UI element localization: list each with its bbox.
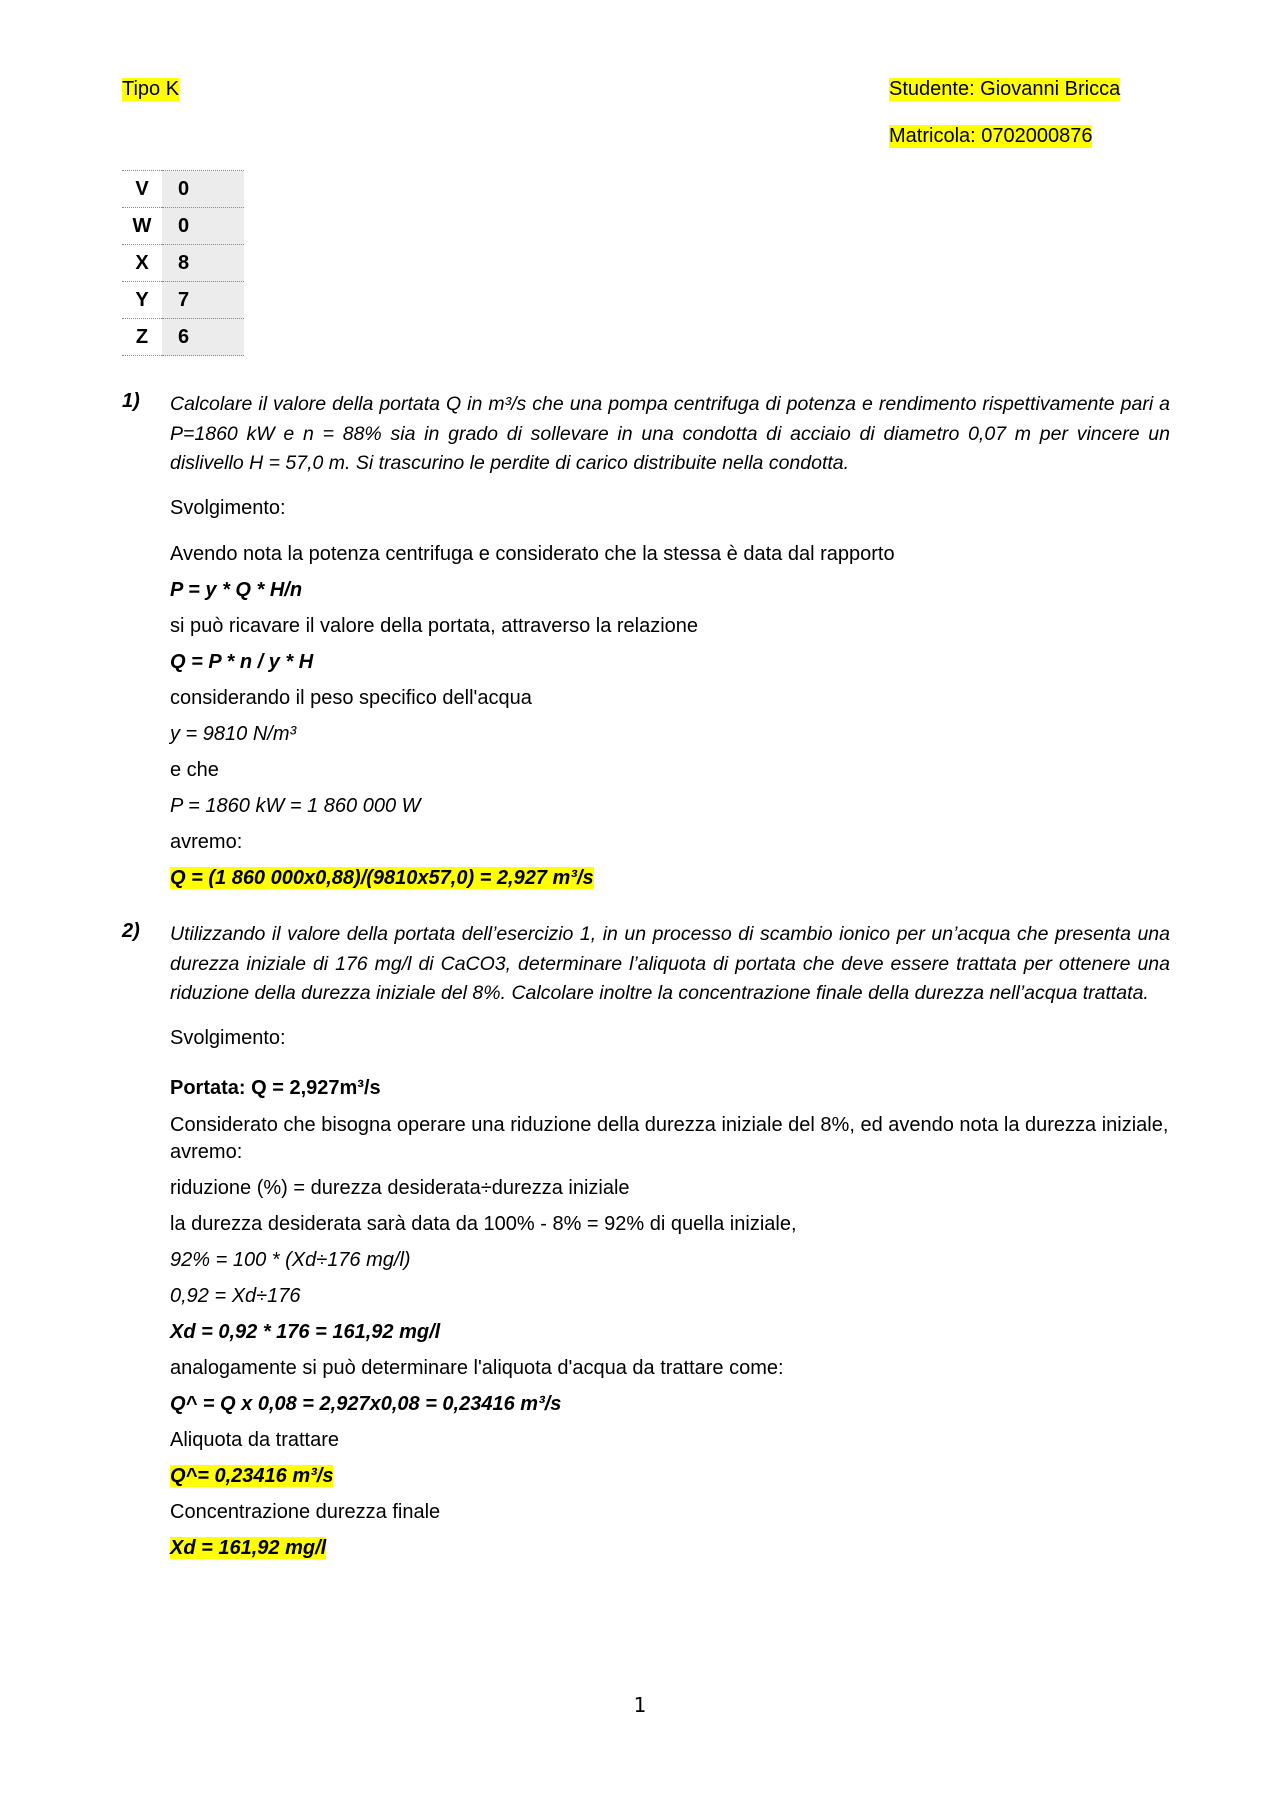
- ex2-line-5: Aliquota da trattare: [170, 1429, 339, 1451]
- student-name: Studente: Giovanni Bricca: [889, 78, 1121, 100]
- ex1-line-1: Avendo nota la potenza centrifuga e considerato che la stessa è data dal rapporto: [170, 543, 895, 565]
- ex1-formula-3: y = 9810 N/m³: [170, 723, 297, 745]
- variable-key: W: [122, 208, 162, 245]
- ex1-formula-1: P = y * Q * H/n: [170, 579, 303, 601]
- ex2-result-1-text: Q^= 0,23416 m³/s: [170, 1465, 334, 1487]
- variable-value: 8: [162, 245, 244, 282]
- ex2-formula-2: 0,92 = Xd÷176: [170, 1285, 301, 1307]
- tipo-label: Tipo K: [122, 78, 180, 100]
- ex2-result-2-text: Xd = 161,92 mg/l: [170, 1537, 327, 1559]
- ex2-result-1: [170, 1465, 333, 1488]
- table-row: [122, 171, 244, 208]
- ex2-formula-4: Q^ = Q x 0,08 = 2,927x0,08 = 0,23416 m³/s: [170, 1393, 562, 1415]
- variable-value: 0: [162, 171, 244, 208]
- ex1-line-2: si può ricavare il valore della portata, attraverso la relazione: [170, 615, 699, 637]
- ex1-line-3: considerando il peso specifico dell'acqua: [170, 687, 532, 709]
- ex2-svolgimento: Svolgimento:: [170, 1027, 286, 1049]
- ex1-result: [170, 867, 594, 890]
- exercise-1-text: Calcolare il valore della portata Q in m³/s che una pompa centrifuga di potenza e rendimento rispettivamente pari a P=1860 kW e n = 88% sia in grado di sollevare in una condotta di acciaio di diametro 0,07 m per vincere un dislivello H = 57,0 m. Si trascurino le perdite di carico distribuite nella condotta.: [170, 393, 1170, 474]
- ex1-line-4: e che: [170, 759, 219, 781]
- ex1-result-text: Q = (1 860 000x0,88)/(9810x57,0) = 2,927 m³/s: [170, 867, 594, 889]
- page-number: 1: [633, 1693, 647, 1717]
- variables-table: [122, 170, 244, 356]
- ex2-line-2: riduzione (%) = durezza desiderata÷durezza iniziale: [170, 1177, 630, 1199]
- table-row: [122, 245, 244, 282]
- variable-value: 6: [162, 319, 244, 356]
- ex2-portata: Portata: Q = 2,927m³/s: [170, 1077, 381, 1099]
- table-row: [122, 208, 244, 245]
- ex2-formula-3: Xd = 0,92 * 176 = 161,92 mg/l: [170, 1321, 441, 1343]
- table-row: [122, 319, 244, 356]
- ex2-line-4: analogamente si può determinare l'aliquota d'acqua da trattare come:: [170, 1357, 784, 1379]
- ex2-line-1: Considerato che bisogna operare una riduzione della durezza iniziale del 8%, ed avendo nota la durezza iniziale, avremo:: [170, 1114, 1169, 1163]
- ex1-formula-2: Q = P * n / y * H: [170, 651, 314, 673]
- variable-key: Z: [122, 319, 162, 356]
- matricola: Matricola: 0702000876: [889, 125, 1093, 147]
- exercise-2-number: 2): [122, 920, 140, 942]
- exercise-1-number: 1): [122, 390, 140, 412]
- ex2-line-6: Concentrazione durezza finale: [170, 1501, 441, 1523]
- variable-key: X: [122, 245, 162, 282]
- ex1-formula-4: P = 1860 kW = 1 860 000 W: [170, 795, 421, 817]
- table-row: [122, 282, 244, 319]
- ex2-line-3: la durezza desiderata sarà data da 100% - 8% = 92% di quella iniziale,: [170, 1213, 797, 1235]
- variable-value: 7: [162, 282, 244, 319]
- exercise-2-text: Utilizzando il valore della portata dell’esercizio 1, in un processo di scambio ionico per un’acqua che presenta una durezza iniziale di 176 mg/l di CaCO3, determinare l’aliquota di portata che deve essere trattata per ottenere una riduzione della durezza iniziale del 8%. Calcolare inoltre la concentrazione finale della durezza nell’acqua trattata.: [170, 923, 1170, 1004]
- ex2-formula-1: 92% = 100 * (Xd÷176 mg/l): [170, 1249, 411, 1271]
- ex1-svolgimento: Svolgimento:: [170, 497, 286, 519]
- ex1-line-5: avremo:: [170, 831, 243, 853]
- ex2-result-2: [170, 1537, 326, 1560]
- variable-key: V: [122, 171, 162, 208]
- variable-key: Y: [122, 282, 162, 319]
- variable-value: 0: [162, 208, 244, 245]
